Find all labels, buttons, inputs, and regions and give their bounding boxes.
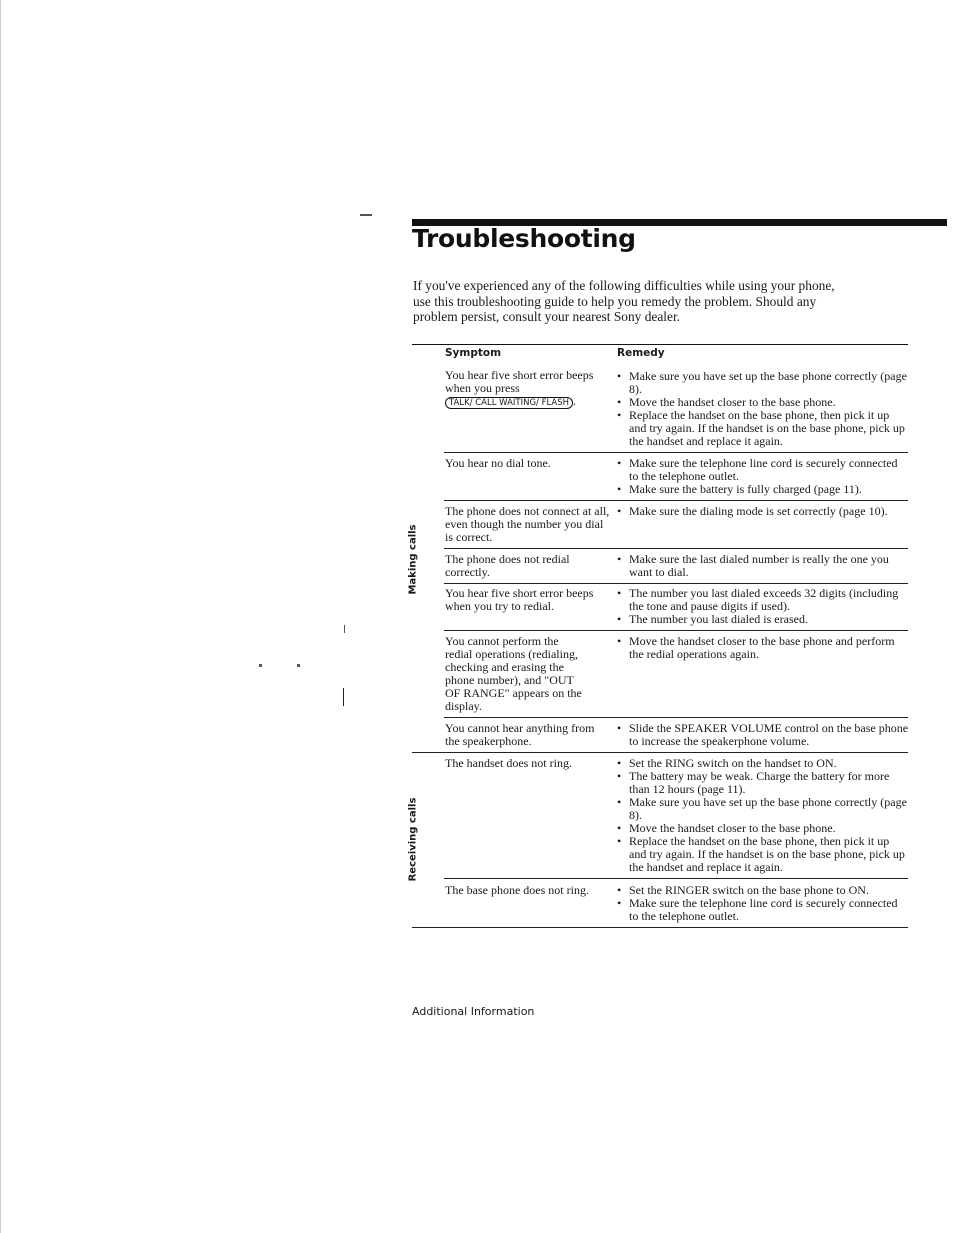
talk-call-waiting-flash-key: TALK/ CALL WAITING/ FLASH	[445, 397, 573, 409]
symptom-cell: The handset does not ring.	[445, 756, 572, 770]
scan-speck	[344, 625, 345, 633]
scan-speck	[343, 688, 344, 706]
remedy-list	[617, 370, 909, 448]
symptom-header: Symptom	[445, 347, 502, 359]
remedy-item: • Set the RING switch on the handset to ON.	[617, 757, 909, 770]
remedy-item: • Move the handset closer to the base phone and perform the redial operations again.	[617, 635, 909, 661]
row-divider	[444, 548, 908, 549]
remedy-list	[617, 884, 909, 923]
symptom-text: You hear five short error beeps when you press	[445, 368, 594, 395]
remedy-item: • Replace the handset on the base phone, then pick it up and try again. If the handset is on the base phone, pick up the handset and replace it again.	[617, 409, 909, 448]
remedy-list	[617, 553, 909, 579]
remedy-item: • Replace the handset on the base phone, then pick it up and try again. If the handset is on the base phone, pick up the handset and replace it again.	[617, 835, 909, 874]
remedy-item: • Set the RINGER switch on the base phone to ON.	[617, 884, 909, 897]
row-divider	[444, 452, 908, 453]
remedy-list	[617, 722, 909, 748]
footer-section-name: Additional Information	[412, 1005, 535, 1018]
table-top-rule	[412, 344, 908, 345]
remedy-item: • Move the handset closer to the base phone.	[617, 822, 909, 835]
remedy-list	[617, 505, 909, 518]
remedy-item: • Make sure you have set up the base phone correctly (page 8).	[617, 796, 909, 822]
remedy-list	[617, 587, 909, 626]
remedy-item: • The battery may be weak. Charge the battery for more than 12 hours (page 11).	[617, 770, 909, 796]
page-edge	[0, 0, 1, 1233]
row-divider	[444, 500, 908, 501]
symptom-cell: You cannot hear anything from the speakerphone.	[445, 721, 595, 748]
row-divider	[444, 717, 908, 718]
remedy-item: • Slide the SPEAKER VOLUME control on the base phone to increase the speakerphone volume.	[617, 722, 909, 748]
remedy-list	[617, 635, 909, 661]
remedy-item: • Make sure the dialing mode is set correctly (page 10).	[617, 505, 909, 518]
symptom-cell	[445, 369, 610, 409]
remedy-item: • Move the handset closer to the base phone.	[617, 396, 909, 409]
intro-paragraph: If you've experienced any of the following difficulties while using your phone, use this troubleshooting guide to help you remedy the problem. Should any problem persist, consult your nearest Sony dealer.	[413, 278, 835, 324]
scan-speck	[297, 664, 300, 667]
scan-speck	[259, 664, 262, 667]
symptom-cell: The phone does not connect at all, even though the number you dial is correct.	[445, 504, 610, 544]
remedy-item: • Make sure the telephone line cord is securely connected to the telephone outlet.	[617, 457, 909, 483]
remedy-item: • The number you last dialed is erased.	[617, 613, 909, 626]
remedy-list	[617, 757, 909, 874]
symptom-cell: You hear five short error beeps when you try to redial.	[445, 586, 594, 613]
symptom-cell: The phone does not redial correctly.	[445, 552, 570, 579]
table-bottom-rule	[412, 927, 908, 928]
section-divider	[412, 752, 908, 753]
remedy-item: • Make sure you have set up the base phone correctly (page 8).	[617, 370, 909, 396]
page-title: Troubleshooting	[412, 224, 636, 253]
remedy-item: • Make sure the battery is fully charged (page 11).	[617, 483, 909, 496]
remedy-list	[617, 457, 909, 496]
symptom-end: .	[573, 394, 577, 408]
row-divider	[444, 630, 908, 631]
remedy-header: Remedy	[617, 347, 665, 359]
remedy-item: • Make sure the telephone line cord is securely connected to the telephone outlet.	[617, 897, 909, 923]
symptom-cell: You cannot perform the redial operations (redialing, checking and erasing the phone number), and "OUT OF RANGE" appears on the display.	[445, 634, 582, 713]
row-divider	[444, 878, 908, 879]
scan-speck	[360, 214, 372, 216]
section-label-receiving-calls: Receiving calls	[407, 797, 419, 882]
symptom-cell: You hear no dial tone.	[445, 456, 551, 470]
row-divider	[444, 583, 908, 584]
symptom-cell: The base phone does not ring.	[445, 883, 589, 897]
remedy-item: • The number you last dialed exceeds 32 digits (including the tone and pause digits if used).	[617, 587, 909, 613]
remedy-item: • Make sure the last dialed number is really the one you want to dial.	[617, 553, 909, 579]
section-label-making-calls: Making calls	[407, 524, 419, 595]
